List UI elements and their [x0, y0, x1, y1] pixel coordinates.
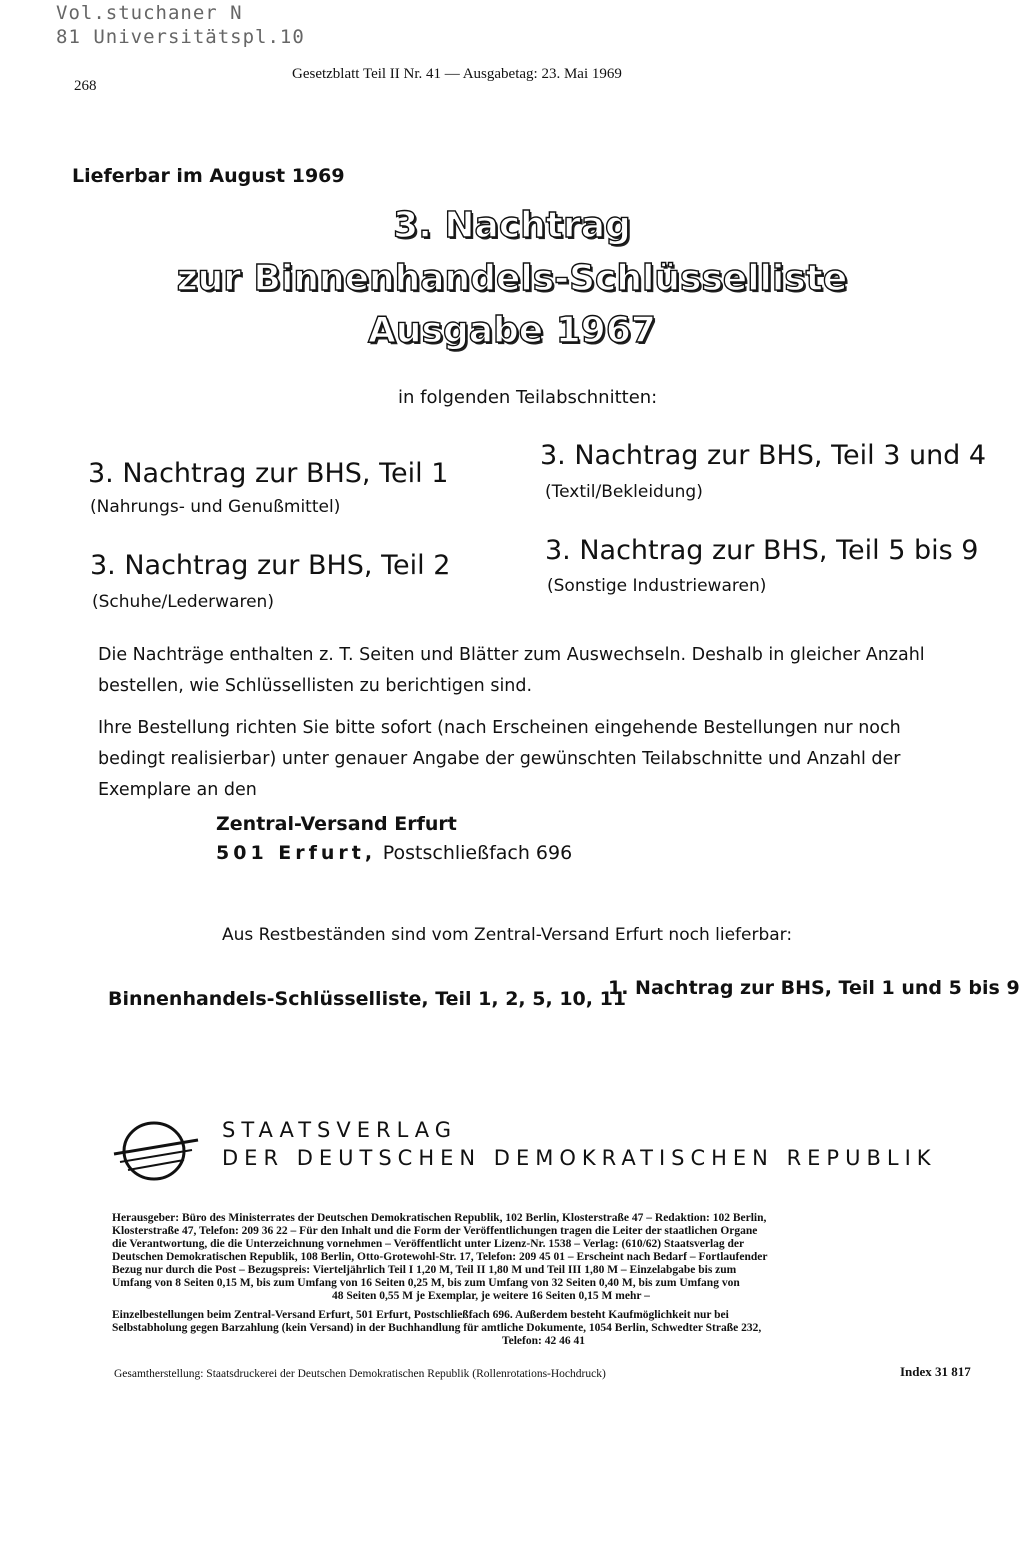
part-subtitle-teil-2: (Schuhe/Lederwaren): [92, 592, 274, 612]
address-city: 501 Erfurt,: [216, 842, 377, 864]
imprint-line: Klosterstraße 47, Telefon: 209 36 22 – Für den Inhalt und die Form der Veröffentlichungen tragen die Leiter der staatlichen Organe: [112, 1225, 758, 1237]
imprint-line: Umfang von 8 Seiten 0,15 M, bis zum Umfang von 16 Seiten 0,25 M, bis zum Umfang von 32 Seiten 0,40 M, bis zum Umfang von: [112, 1277, 740, 1289]
imprint-line: 48 Seiten 0,55 M je Exemplar, je weitere 16 Seiten 0,15 M mehr –: [332, 1290, 650, 1302]
part-subtitle-teil-1: (Nahrungs- und Genußmittel): [90, 497, 341, 517]
paragraph-order-instructions: Ihre Bestellung richten Sie bitte sofort (nach Erscheinen eingehende Bestellungen nur noch bedingt realisierbar) unter genauer Angabe der gewünschten Teilabschnitte und Anzahl der Exemplare an den: [98, 718, 901, 800]
imprint-line: Einzelbestellungen beim Zentral-Versand Erfurt, 501 Erfurt, Postschließfach 696. Außerdem besteht Kaufmöglichkeit nur bei: [112, 1309, 729, 1321]
paragraph-replacement-pages: Die Nachträge enthalten z. T. Seiten und Blätter zum Auswechseln. Deshalb in gleicher Anzahl bestellen, wie Schlüssellisten zu berichtigen sind.: [98, 645, 925, 696]
ad-title-line-3: Ausgabe 1967: [368, 310, 656, 351]
imprint-line: die Verantwortung, die die Unterzeichnung vornehmen – Veröffentlicht unter Lizenz-Nr. 1538 – Verlag: (610/62) Staatsverlag der: [112, 1238, 745, 1250]
part-title-teil-5-9: 3. Nachtrag zur BHS, Teil 5 bis 9: [545, 535, 979, 566]
imprint-line: Telefon: 42 46 41: [502, 1335, 585, 1347]
address-line-2: [216, 842, 572, 864]
part-subtitle-teil-5-9: (Sonstige Industriewaren): [547, 576, 767, 596]
part-title-teil-1: 3. Nachtrag zur BHS, Teil 1: [88, 458, 449, 489]
address-line-1: Zentral-Versand Erfurt: [216, 813, 457, 835]
available-item-2: 1. Nachtrag zur BHS, Teil 1 und 5 bis 9: [608, 977, 1020, 999]
imprint-line: Selbstabholung gegen Barzahlung (kein Versand) in der Buchhandlung für amtliche Dokumente, 1054 Berlin, Schwedter Straße 232,: [112, 1322, 762, 1334]
part-title-teil-3-4: 3. Nachtrag zur BHS, Teil 3 und 4: [540, 440, 987, 471]
index-number: Index 31 817: [900, 1364, 971, 1379]
availability-note: Lieferbar im August 1969: [72, 165, 345, 187]
printer-credit: Gesamtherstellung: Staatsdruckerei der Deutschen Demokratischen Republik (Rollenrotations-Hochdruck): [114, 1368, 606, 1380]
ad-title-line-2: zur Binnenhandels-Schlüsselliste: [176, 258, 848, 299]
address-po-box: Postschließfach 696: [382, 842, 573, 864]
staatsverlag-logo-icon: [110, 1116, 202, 1186]
imprint-line: Bezug nur durch die Post – Bezugspreis: Vierteljährlich Teil I 1,20 M, Teil II 1,80 M und Teil III 1,80 M – Einzelabgabe bis zum: [112, 1264, 737, 1276]
part-subtitle-teil-3-4: (Textil/Bekleidung): [545, 482, 703, 502]
ownership-stamp-line-2: 81 Universitätspl.10: [56, 26, 305, 48]
part-title-teil-2: 3. Nachtrag zur BHS, Teil 2: [90, 550, 451, 581]
ad-title-line-1: 3. Nachtrag: [393, 205, 631, 246]
available-item-1: Binnenhandels-Schlüsselliste, Teil 1, 2, 5, 10, 11: [108, 988, 627, 1010]
publisher-name-line-1: STAATSVERLAG: [222, 1118, 458, 1142]
running-title: Gesetzblatt Teil II Nr. 41 — Ausgabetag: 23. Mai 1969: [292, 66, 622, 82]
ownership-stamp-line-1: Vol.stuchaner N: [56, 2, 243, 24]
imprint-line: Herausgeber: Büro des Ministerrates der Deutschen Demokratischen Republik, 102 Berlin, Klosterstraße 47 – Redaktion: 102 Berlin,: [112, 1212, 767, 1224]
imprint-block: [112, 1212, 767, 1348]
imprint-line: Deutschen Demokratischen Republik, 108 Berlin, Otto-Grotewohl-Str. 17, Telefon: 209 45 01 – Erscheint nach Bedarf – Fortlaufender: [112, 1251, 768, 1263]
parts-intro: in folgenden Teilabschnitten:: [398, 387, 658, 408]
rest-stock-intro: Aus Restbeständen sind vom Zentral-Versand Erfurt noch lieferbar:: [222, 925, 793, 945]
page-number: 268: [74, 78, 97, 94]
publisher-name-line-2: DER DEUTSCHEN DEMOKRATISCHEN REPUBLIK: [222, 1146, 937, 1170]
